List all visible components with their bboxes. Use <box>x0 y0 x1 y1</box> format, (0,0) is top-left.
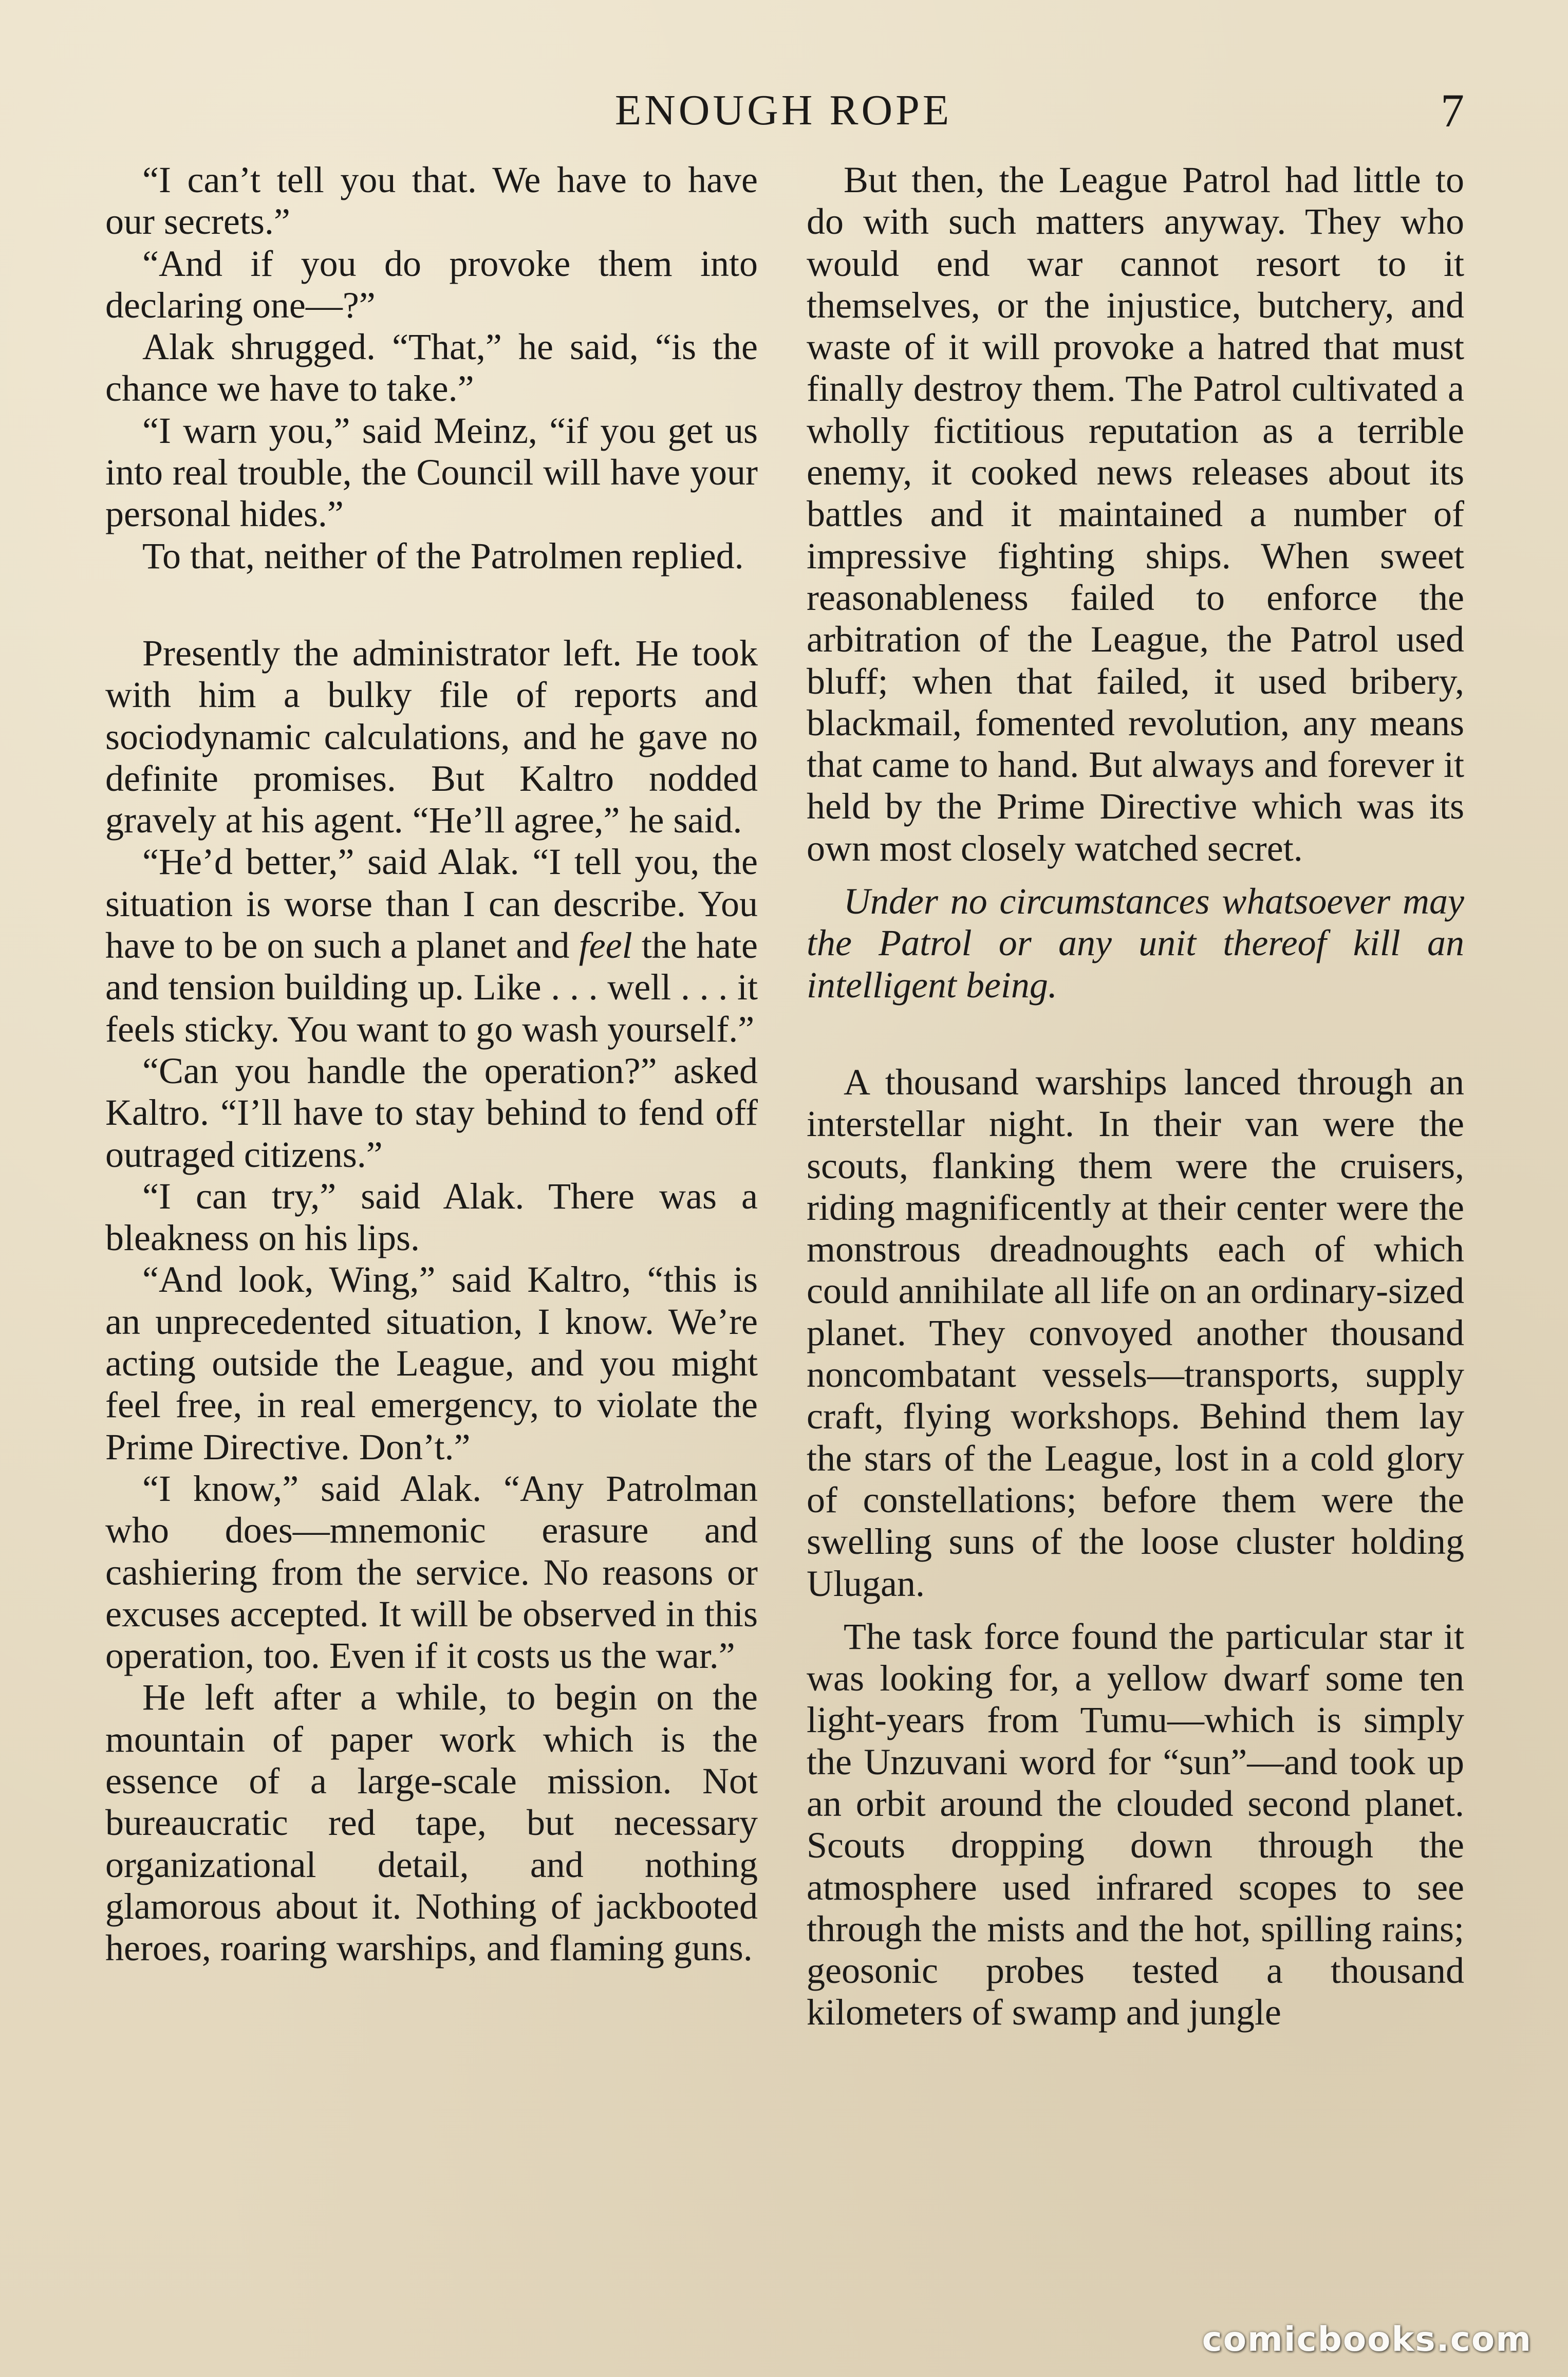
left-column <box>105 159 758 1969</box>
paragraph: But then, the League Patrol had little to do with such matters anyway. They who would end war cannot resort to it themselves, or the injustice, butchery, and waste of it will provoke a hatred that must finally destroy them. The Patrol cultivated a wholly fictitious reputation as a terrible enemy, it cooked news releases about its battles and it maintained a number of impressive fighting ships. When sweet reasonableness failed to enforce the arbitration of the League, the Patrol used bluff; when that failed, it used bribery, blackmail, fomented revolution, any means that came to hand. But always and forever it held by the Prime Directive which was its own most closely watched secret. <box>807 159 1464 869</box>
right-column <box>807 159 1464 2034</box>
paragraph: “I warn you,” said Meinz, “if you get us into real trouble, the Council will have your personal hides.” <box>105 410 758 535</box>
paragraph: “I can’t tell you that. We have to have our secrets.” <box>105 159 758 243</box>
paragraph: The task force found the particular star it was looking for, a yellow dwarf some ten light-years from Tumu—which is simply the Unzuvani word for “sun”—and took up an orbit around the clouded second planet. Scouts dropping down through the atmosphere used infrared scopes to see through the mists and the hot, spilling rains; geosonic probes tested a thousand kilometers of swamp and jungle <box>807 1615 1464 2033</box>
paragraph: A thousand warships lanced through an interstellar night. In their van were the scouts, flanking them were the cruisers, riding magnificently at their center were the monstrous dreadnoughts each of which could annihilate all life on an ordinary-sized planet. They convoyed another thousand noncombatant vessels—transports, supply craft, flying workshops. Behind them lay the stars of the League, lost in a cold glory of constellations; before them were the swelling suns of the loose cluster holding Ulugan. <box>807 1061 1464 1604</box>
paragraph: He left after a while, to begin on the mountain of paper work which is the essence of a large-scale mission. Not bureaucratic red tape, but necessary organizational detail, and nothing glamorous about it. Nothing of jackbooted heroes, roaring warships, and flaming guns. <box>105 1677 758 1969</box>
paragraph: To that, neither of the Patrolmen replied. <box>142 535 744 577</box>
watermark: comicbooks.com <box>1202 2319 1532 2359</box>
paragraph: “I can try,” said Alak. There was a bleakness on his lips. <box>105 1175 758 1259</box>
paragraph-gap <box>807 1605 1464 1616</box>
paragraph: “And if you do provoke them into declaring one—?” <box>105 243 758 326</box>
paragraph: Alak shrugged. “That,” he said, “is the chance we have to take.” <box>105 326 758 410</box>
paragraph: Presently the administrator left. He took with him a bulky file of reports and sociodynamic calculations, and he gave no definite promises. But Kaltro nodded gravely at his agent. “He’ll agree,” he said. <box>105 632 758 841</box>
paragraph <box>105 841 758 1050</box>
page-number: 7 <box>1441 84 1464 137</box>
paragraph: “I know,” said Alak. “Any Patrolman who does—mnemonic erasure and cashiering from the service. No reasons or excuses accepted. It will be observed in this operation, too. Even if it costs us the war.” <box>105 1468 758 1677</box>
paragraph: “Can you handle the operation?” asked Kaltro. “I’ll have to stay behind to fend off outraged citizens.” <box>105 1050 758 1175</box>
paragraph-text: “He’d better,” said Alak. “I tell you, the situation is worse than I can describe. You have to be on such a planet and <box>105 841 758 967</box>
prime-directive-text: Under no circumstances whatsoever may the Patrol or any unit thereof kill an intelligent being. <box>807 881 1464 1006</box>
running-head <box>103 77 1464 144</box>
emphasis-text: feel <box>578 925 632 967</box>
running-title: ENOUGH ROPE <box>614 86 953 134</box>
paragraph: “And look, Wing,” said Kaltro, “this is an unprecedented situation, I know. We’re acting outside the League, and you might feel free, in real emergency, to violate the Prime Directive. Don’t.” <box>105 1259 758 1468</box>
paragraph-text: the hate and tension building up. Like . . . well . . . it feels sticky. You want to go wash yourself.” <box>105 925 758 1050</box>
section-break <box>105 577 758 633</box>
section-break <box>807 1006 1464 1062</box>
